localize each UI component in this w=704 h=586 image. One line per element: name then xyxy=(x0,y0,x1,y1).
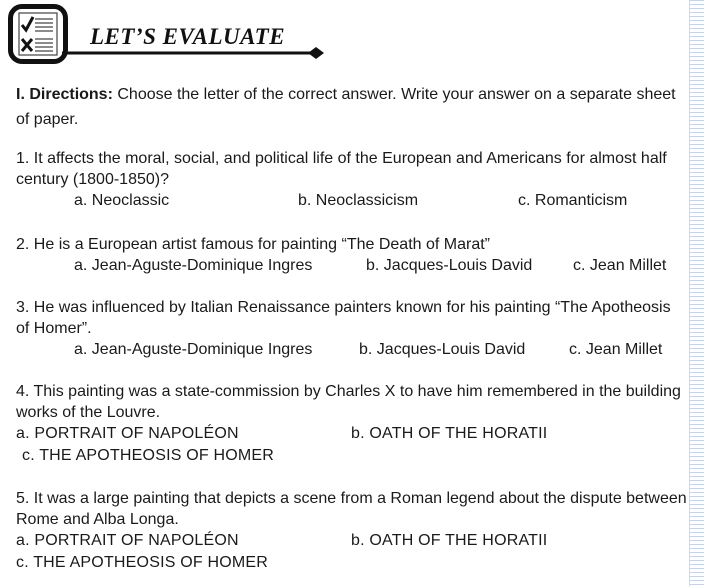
choice-b[interactable]: b. Neoclassicism xyxy=(298,192,419,209)
answer-choices xyxy=(16,530,688,552)
choice-b[interactable]: b. Jacques-Louis David xyxy=(359,341,526,358)
question-prompt: 5. It was a large painting that depicts a scene from a Roman legend about the dispute between Rome and Alba Longa. xyxy=(16,490,687,528)
question-5 xyxy=(16,488,688,574)
choice-a[interactable]: a. Jean-Aguste-Dominique Ingres xyxy=(74,257,313,274)
choice-a[interactable]: a. Neoclassic xyxy=(74,192,170,209)
page-edge-texture xyxy=(689,0,704,586)
directions xyxy=(16,82,688,132)
question-prompt: 3. He was influenced by Italian Renaissance painters known for his painting “The Apotheosis of Homer”. xyxy=(16,299,671,337)
answer-choices xyxy=(16,255,688,277)
question-prompt: 2. He is a European artist famous for painting “The Death of Marat” xyxy=(16,236,491,253)
answer-choices xyxy=(16,423,688,445)
question-prompt: 1. It affects the moral, social, and political life of the European and Americans for almost half century (1800-1850)? xyxy=(16,150,667,188)
section-title: LET’S EVALUATE xyxy=(90,24,286,49)
question-2 xyxy=(16,234,688,277)
directions-label: I. Directions: xyxy=(16,86,113,103)
choice-b[interactable]: b. OATH OF THE HORATII xyxy=(351,532,548,549)
question-1 xyxy=(16,148,688,212)
question-3 xyxy=(16,297,688,361)
choice-b[interactable]: b. Jacques-Louis David xyxy=(366,257,533,274)
title-underline xyxy=(62,45,324,61)
question-4 xyxy=(16,381,688,467)
choice-c[interactable]: c. THE APOTHEOSIS OF HOMER xyxy=(16,554,269,571)
choice-c[interactable]: c. Jean Millet xyxy=(573,257,667,274)
choice-c[interactable]: c. THE APOTHEOSIS OF HOMER xyxy=(22,447,275,464)
question-prompt: 4. This painting was a state-commission by Charles X to have him remembered in the building works of the Louvre. xyxy=(16,383,681,421)
section-header xyxy=(0,0,704,80)
choice-a[interactable]: a. Jean-Aguste-Dominique Ingres xyxy=(74,341,313,358)
choice-c[interactable]: c. Romanticism xyxy=(518,192,628,209)
choice-a[interactable]: a. PORTRAIT OF NAPOLÉON xyxy=(16,425,239,442)
answer-choices xyxy=(16,190,688,212)
choice-b[interactable]: b. OATH OF THE HORATII xyxy=(351,425,548,442)
choice-a[interactable]: a. PORTRAIT OF NAPOLÉON xyxy=(16,532,239,549)
checklist-icon xyxy=(8,4,68,64)
quiz-content xyxy=(16,82,688,132)
choice-c[interactable]: c. Jean Millet xyxy=(569,341,663,358)
answer-choices-row-2 xyxy=(16,552,688,574)
directions-text: Choose the letter of the correct answer. Write your answer on a separate sheet of paper. xyxy=(16,86,676,128)
answer-choices-row-2 xyxy=(16,445,688,467)
answer-choices xyxy=(16,339,688,361)
